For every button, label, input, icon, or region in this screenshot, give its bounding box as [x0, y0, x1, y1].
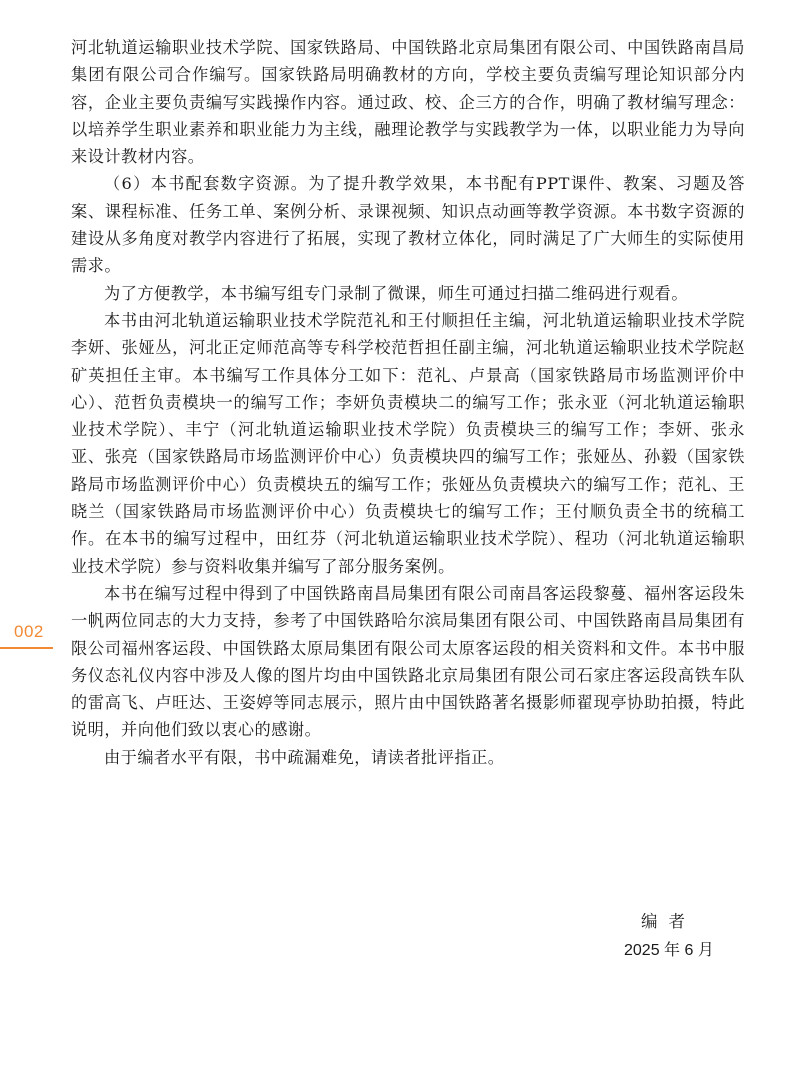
paragraph-digital-resources: （6）本书配套数字资源。为了提升教学效果，本书配有PPT课件、教案、习题及答案、课程标准、任务工单、案例分析、录课视频、知识点动画等教学资源。本书数字资源的建设从多角度对教学内容进行了拓展，实现了教材立体化，同时满足了广大师生的实际使用需求。 [71, 174, 745, 276]
paragraph-authors: 本书由河北轨道运输职业技术学院范礼和王付顺担任主编，河北轨道运输职业技术学院李妍、张娅丛，河北正定师范高等专科学校范哲担任副主编，河北轨道运输职业技术学院赵矿英担任主审。本书编写工作具体分工如下：范礼、卢景高（国家铁路局市场监测评价中心）、范哲负责模块一的编写工作；李妍负责模块二的编写工作；张永亚（河北轨道运输职业技术学院）、丰宁（河北轨道运输职业技术学院）负责模块三的编写工作；李妍、张永亚、张亮（国家铁路局市场监测评价中心）负责模块四的编写工作；张娅丛、孙毅（国家铁路局市场监测评价中心）负责模块五的编写工作；张娅丛负责模块六的编写工作；范礼、王晓兰（国家铁路局市场监测评价中心）负责模块七的编写工作；王付顺负责全书的统稿工作。在本书的编写过程中，田红芬（河北轨道运输职业技术学院）、程功（河北轨道运输职业技术学院）参与资料收集并编写了部分服务案例。 [71, 310, 745, 576]
paragraph-acknowledgements: 本书在编写过程中得到了中国铁路南昌局集团有限公司南昌客运段黎蔓、福州客运段朱一帆两位同志的大力支持，参考了中国铁路哈尔滨局集团有限公司、中国铁路南昌局集团有限公司福州客运段、中国铁路太原局集团有限公司太原客运段的相关资料和文件。本书中服务仪态礼仪内容中涉及人像的图片均由中国铁路北京局集团有限公司石家庄客运段高铁车队的雷高飞、卢旺达、王姿婷等同志展示，照片由中国铁路著名摄影师翟现亭协助拍摄，特此说明，并向他们致以衷心的感谢。 [71, 583, 745, 740]
page-number: 002 [14, 622, 44, 641]
page-number-underline [0, 647, 53, 649]
page-number-marker [0, 619, 53, 649]
paragraph-partners: 河北轨道运输职业技术学院、国家铁路局、中国铁路北京局集团有限公司、中国铁路南昌局集团有限公司合作编写。国家铁路局明确教材的方向，学校主要负责编写理论知识部分内容，企业主要负责编写实践操作内容。通过政、校、企三方的合作，明确了教材编写理念：以培养学生职业素养和职业能力为主线，融理论教学与实践教学为一体，以职业能力为导向来设计教材内容。 [71, 38, 745, 167]
signature-block [610, 908, 730, 968]
paragraph-micro-lessons: 为了方便教学，本书编写组专门录制了微课，师生可通过扫描二维码进行观看。 [104, 283, 689, 303]
signature-date: 2025 年 6 月 [624, 942, 714, 959]
paragraph-closing: 由于编者水平有限，书中疏漏难免，请读者批评指正。 [104, 747, 505, 767]
signature-author: 编者 [641, 912, 696, 931]
page-body [71, 34, 745, 771]
